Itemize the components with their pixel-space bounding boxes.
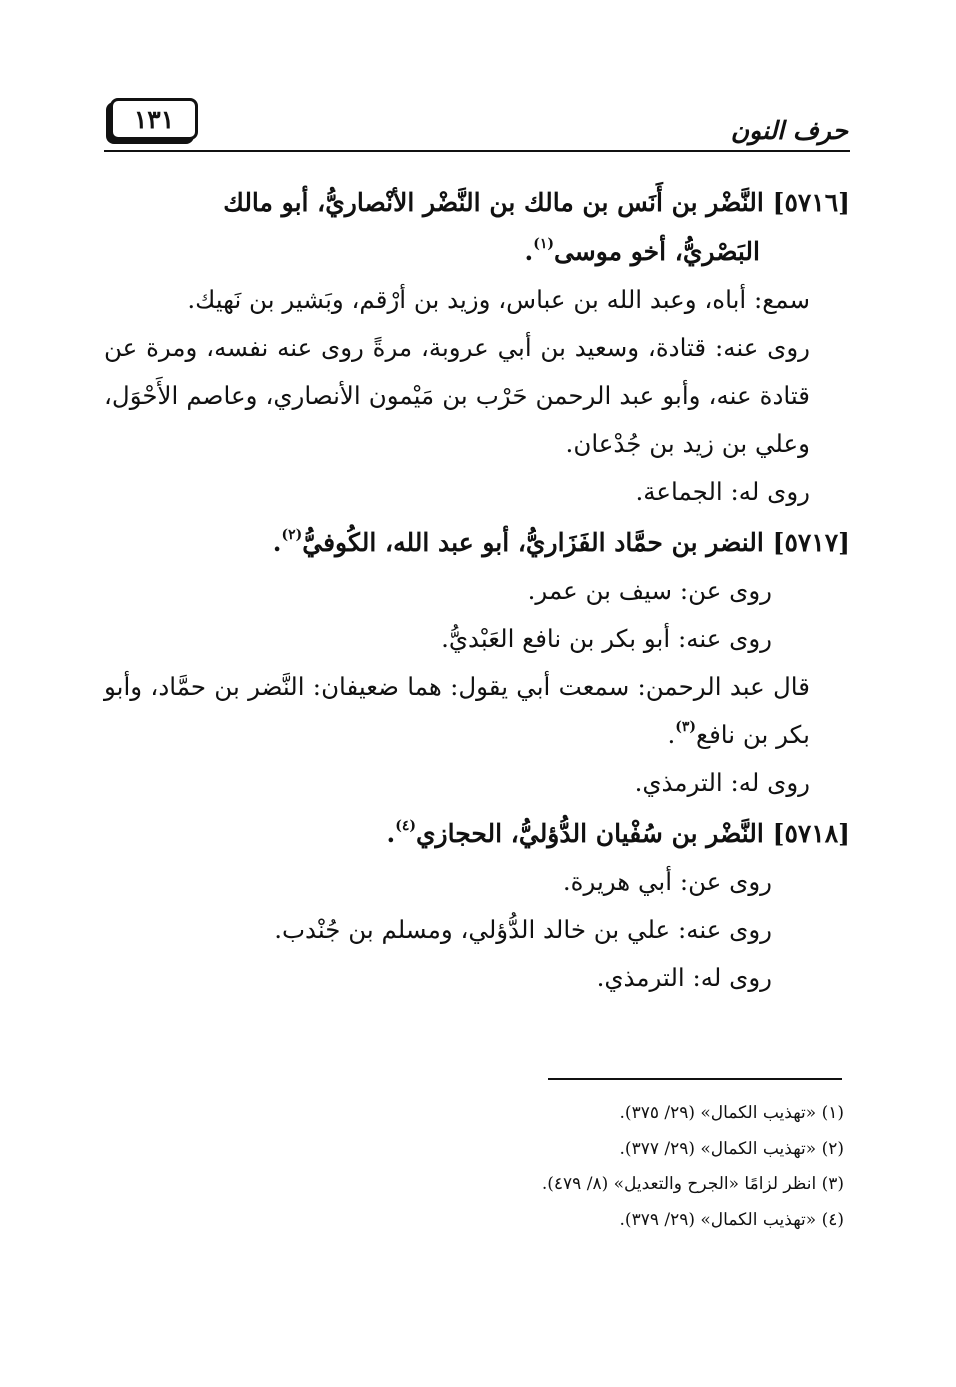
entry-line: روى عن: سيف بن عمر. — [527, 576, 772, 606]
header-divider — [104, 150, 850, 152]
footnote-2: (٢) «تهذيب الكمال» (٢٩/ ٣٧٧). — [619, 1138, 844, 1159]
page-number: ١٣١ — [110, 98, 198, 140]
entry-line: روى عنه: قتادة، وسعيد بن أبي عروبة، مرةً روى عنه نفسه، ومرة عن قتادة عنه، وأبو عبد الرحمن حَرْب بن مَيْمون الأنصاري، وعاصم الأَحْوَل، وعلي بن زيد بن جُدْعان. — [104, 333, 810, 459]
entry-end: . — [386, 819, 396, 849]
entry-heading-5718 — [104, 809, 850, 858]
entry-line-text: قال عبد الرحمن: سمعت أبي يقول: هما ضعيفان: النَّضر بن حمَّاد، وأبو بكر بن نافع — [104, 672, 810, 750]
footnote-1: (١) «تهذيب الكمال» (٢٩/ ٣٧٥). — [619, 1103, 844, 1123]
chapter-title: حرف النون — [730, 116, 848, 145]
entry-number: [٥٧١٧] — [772, 528, 850, 558]
page-body — [104, 176, 850, 1002]
entry-end: . — [667, 720, 676, 750]
entry-line: روى عنه: أبو بكر بن نافع العَبْديُّ. — [441, 624, 772, 654]
footnote-4: (٤) «تهذيب الكمال» (٢٩/ ٣٧٩). — [619, 1210, 844, 1231]
entry-line: روى عنه: علي بن خالد الدُّؤلي، ومسلم بن جُنْدب. — [274, 915, 772, 945]
entry-number: [٥٧١٨] — [772, 819, 850, 849]
entry-heading-5716 — [104, 178, 850, 276]
entry-heading-5717 — [104, 518, 850, 567]
entry-line: روى له: الترمذي. — [634, 768, 810, 798]
entry-name: النَّضْر بن سُفْيان الدُّؤليُّ، الحجازي — [415, 819, 764, 849]
page-header — [104, 94, 850, 154]
entry-name: النَّضْر بن أَنَس بن مالك بن النَّضْر الأنْصاريُّ، أبو مالك — [223, 188, 764, 217]
entry-name-continued: البَصْريُّ، أخو موسى — [553, 237, 760, 266]
entry-name: النضر بن حمَّاد الفَزَاريُّ، أبو عبد الله، الكُوفيُّ — [302, 528, 764, 558]
footnote-ref[interactable]: (٤) — [395, 818, 416, 835]
footnote-divider — [548, 1078, 842, 1080]
entry-line: روى له: الجماعة. — [635, 477, 810, 507]
entry-line: روى عن: أبي هريرة. — [562, 867, 772, 897]
entry-line: سمع: أباه، وعبد الله بن عباس، وزيد بن أرْقم، وبَشير بن نَهيك. — [187, 285, 810, 314]
entry-line — [104, 663, 850, 759]
entry-end: . — [272, 528, 282, 558]
footnote-3: (٣) انظر لزامًا «الجرح والتعديل» (٨/ ٤٧٩). — [541, 1174, 844, 1195]
entry-end: . — [524, 237, 534, 266]
entry-line: روى له: الترمذي. — [596, 963, 772, 993]
entry-number: [٥٧١٦] — [772, 188, 850, 217]
footnote-ref[interactable]: (١) — [533, 236, 554, 252]
footnote-ref[interactable]: (٣) — [675, 719, 697, 736]
footnotes — [244, 1096, 844, 1239]
footnote-ref[interactable]: (٢) — [281, 527, 303, 544]
